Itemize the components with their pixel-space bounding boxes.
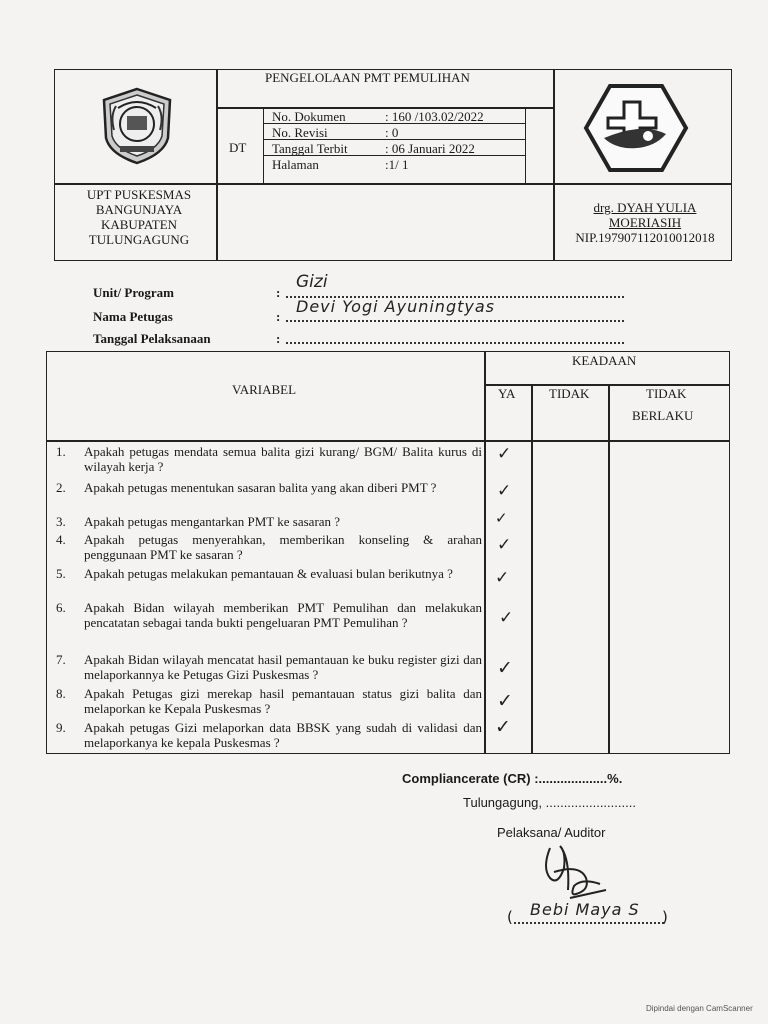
auditor-role: Pelaksana/ Auditor — [497, 825, 606, 840]
regency-logo — [96, 86, 178, 166]
column-tidak-berlaku: TIDAK — [646, 386, 687, 401]
document-meta — [263, 107, 526, 183]
check-mark: ✓ — [497, 481, 512, 501]
column-tidak: TIDAK — [549, 386, 590, 401]
document-code: DT — [229, 140, 247, 155]
auditor-name: Bebi Maya S — [530, 900, 640, 919]
field-label-petugas: Nama Petugas — [93, 309, 173, 324]
check-mark: ✓ — [497, 690, 513, 712]
check-mark: ✓ — [499, 608, 514, 628]
bracket-open: ( — [507, 908, 513, 926]
auditor-signature — [530, 838, 620, 908]
header-divider — [54, 183, 732, 185]
check-mark: ✓ — [497, 535, 512, 555]
table-divider — [46, 440, 730, 442]
scanner-watermark: Dipindai dengan CamScanner — [646, 1004, 753, 1013]
column-ya: YA — [498, 386, 516, 401]
meta-row: No. Revisi : 0 — [264, 123, 525, 140]
field-line-petugas — [286, 320, 624, 322]
check-mark: ✓ — [495, 509, 508, 527]
meta-row: No. Dokumen : 160 /103.02/2022 — [264, 107, 525, 124]
table-divider — [484, 384, 730, 386]
header-divider — [553, 69, 555, 261]
compliance-rate: Compliancerate (CR) :...................%. — [402, 771, 623, 786]
field-colon: : — [276, 331, 281, 346]
place-date: Tulungagung, ......................... — [463, 795, 636, 810]
column-variabel: VARIABEL — [232, 382, 297, 397]
organization-name: UPT PUSKESMAS BANGUNJAYA KABUPATEN TULUNGAGUNG — [86, 187, 192, 247]
check-mark: ✓ — [495, 716, 511, 738]
field-value-petugas: Devi Yogi Ayuningtyas — [296, 297, 495, 316]
field-label-tanggal: Tanggal Pelaksanaan — [93, 331, 211, 346]
table-divider — [484, 351, 486, 754]
document-title: PENGELOLAAN PMT PEMULIHAN — [265, 70, 470, 85]
field-label-unit: Unit/ Program — [93, 285, 174, 300]
meta-row: Tanggal Terbit : 06 Januari 2022 — [264, 139, 525, 156]
field-value-unit: Gizi — [296, 272, 328, 292]
field-line-tanggal — [286, 342, 624, 344]
check-mark: ✓ — [497, 657, 513, 679]
meta-row: Halaman :1/ 1 — [264, 155, 525, 172]
column-tidak-berlaku: BERLAKU — [632, 408, 694, 423]
puskesmas-logo — [582, 82, 690, 174]
column-keadaan: KEADAAN — [572, 353, 637, 368]
check-mark: ✓ — [497, 444, 512, 464]
bracket-close: ) — [662, 908, 668, 926]
field-colon: : — [276, 309, 281, 324]
head-of-puskesmas: drg. DYAH YULIA MOERIASIH NIP.197907112010012018 — [575, 200, 715, 245]
field-colon: : — [276, 285, 281, 300]
check-mark: ✓ — [495, 568, 510, 588]
